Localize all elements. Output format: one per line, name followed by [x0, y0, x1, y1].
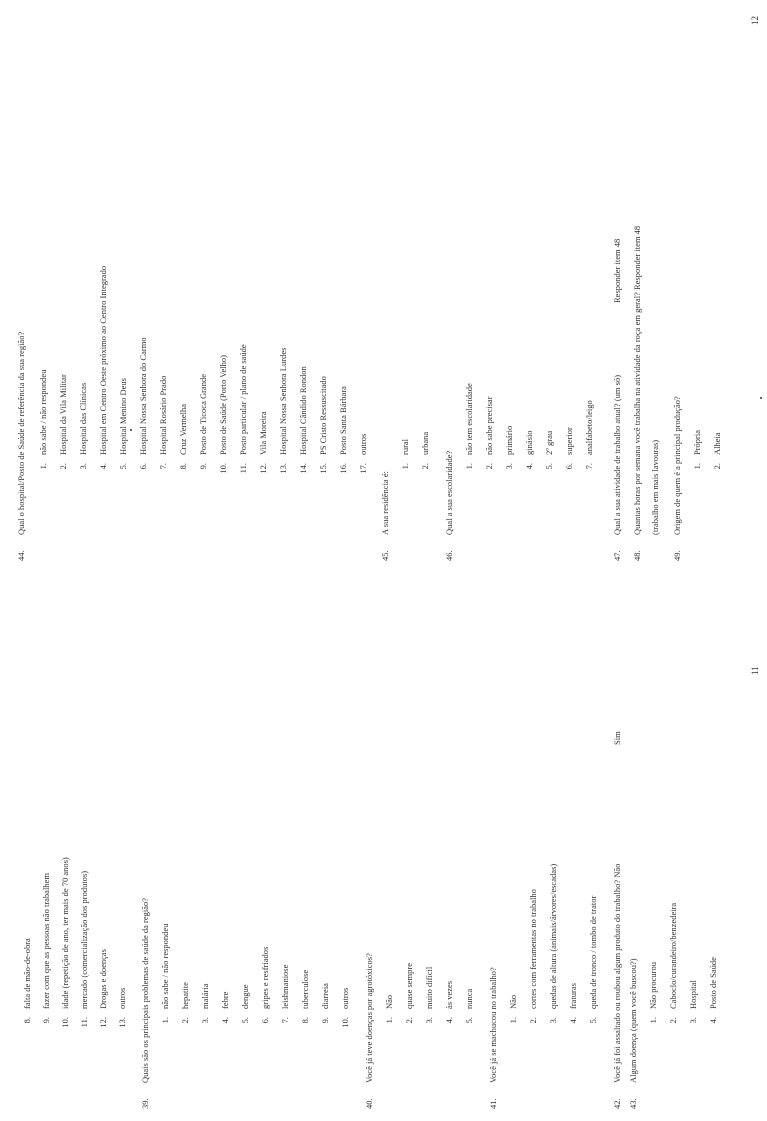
q44-option: 7.Hospital Rosário Prado	[158, 375, 168, 470]
q39-option: 10.outros	[340, 987, 350, 1028]
q46-option: 2.não sabe precisar	[484, 396, 494, 470]
q43-option: 2.Caboclo/curandeiro/benzedeira	[668, 902, 678, 1024]
option-9: 9.fazer com que as pessoas não trabalhem	[41, 873, 51, 1024]
q42-side-answer: Sim	[612, 731, 622, 745]
option-8: 8.falta de mão-de-obra	[22, 938, 32, 1024]
q40-option: 1.Não	[384, 994, 394, 1024]
q44-option: 12.Vila Moreira	[258, 411, 268, 474]
question-49: 49.Origem de quem é a principal produção?	[672, 396, 682, 561]
q41-option: 4.fraturas	[568, 983, 578, 1024]
option-12: 12.Drogas e doenças	[98, 949, 108, 1028]
scan-speck	[130, 429, 132, 431]
q49-option: 1.Própria	[692, 429, 702, 470]
question-44: 44.Qual o hospital/Posto de Saúde de referência da sua região?	[16, 331, 26, 561]
option-11: 11.mercado (comercialização dos produtos)	[79, 870, 89, 1028]
q39-option: 1.não sabe / não respondeu	[160, 923, 170, 1024]
q44-option: 13.Hospital Nossa Senhora Lurdes	[278, 347, 288, 474]
q49-option: 2.Alheia	[712, 432, 722, 470]
q46-option: 1.não tem escolaridade	[464, 383, 474, 470]
q39-option: 8.tuberculose	[300, 969, 310, 1024]
q41-option: 2.cortes com ferramentas no trabalho	[528, 889, 538, 1024]
q40-option: 4.às vezes	[444, 980, 454, 1024]
option-10: 10.idade (repetição de ano, ter mais de 70 anos)	[60, 857, 70, 1028]
q44-option: 16.Posto Santa Bárbara	[338, 386, 348, 474]
q44-option: 8.Cruz Vermelha	[178, 403, 188, 470]
page-number-center: 11	[750, 666, 760, 675]
page-number-right: 12	[750, 16, 760, 25]
q46-option: 5.2º grau	[544, 430, 554, 470]
q39-option: 7.leishmaniose	[280, 964, 290, 1024]
q39-option: 9.diarreia	[320, 983, 330, 1024]
question-43: 43.Algum doença (quem você buscou?)	[628, 958, 638, 1109]
q44-option: 6.Hospital Nossa Senhora do Carmo	[138, 337, 148, 470]
q44-option: 10.Posto de Saúde (Porto Velho)	[218, 355, 228, 474]
q41-option: 1.Não	[508, 994, 518, 1024]
q43-option: 1.Não procurou	[648, 962, 658, 1024]
question-45: 45.A sua residência é:	[380, 471, 390, 561]
q46-option: 4.ginásio	[524, 430, 534, 470]
q40-option: 5.nunca	[464, 988, 474, 1024]
q47-side-note: Responder item 48	[612, 238, 622, 303]
question-46: 46.Qual a sua escolaridade?	[444, 450, 454, 561]
q39-option: 6.gripes e resfriados	[260, 946, 270, 1024]
q46-option: 7.analfabeto/leigo	[584, 400, 594, 470]
q43-option: 3.Hospital	[688, 980, 698, 1024]
q39-option: 3.malária	[200, 983, 210, 1024]
q46-option: 6.superior	[564, 427, 574, 470]
scan-speck	[760, 397, 762, 399]
q41-option: 5.queda de tronco / tombo de trator	[588, 895, 598, 1024]
q40-option: 2.quase sempre	[404, 962, 414, 1024]
q40-option: 3.muito difícil	[424, 966, 434, 1024]
q44-option: 2.Hospital da Vila Militar	[58, 374, 68, 470]
q39-option: 4.febre	[220, 991, 230, 1024]
q44-option: 17.outros	[358, 433, 368, 474]
question-41: 41.Você já se machucou no trabalho?	[488, 967, 498, 1109]
q46-option: 3.primário	[504, 425, 514, 470]
q44-option: 9.Posto de Ticoca Grande	[198, 374, 208, 470]
question-39: 39.Quais são os principais problemas de saúde da região?	[140, 897, 150, 1109]
question-48: 48.Quantas horas por semana você trabalha na atividade da roça em geral? Responder item 48	[632, 225, 642, 561]
q39-option: 5.dengue	[240, 984, 250, 1024]
q45-option: 2.urbana	[420, 431, 430, 470]
q39-option: 2.hepatite	[180, 982, 190, 1024]
q44-option: 11.Posto particular / plano de saúde	[238, 344, 248, 474]
q44-option: 15.PS Cristo Ressuscitado	[318, 376, 328, 474]
question-42: 42.Você já foi assaltado ou roubou algum produto do trabalho? Não	[612, 863, 622, 1109]
q44-option: 4.Hospital em Centro Oeste próximo ao Centro Integrado	[98, 265, 108, 470]
q44-option: 1.não sabe / não respondeu	[38, 369, 48, 470]
q44-option: 14.Hospital Cândido Rondon	[298, 366, 308, 474]
question-48-continuation: (trabalho em mais lavouras)	[650, 439, 660, 535]
q44-option: 3.Hospital das Clínicas	[78, 382, 88, 470]
question-47: 47.Qual a sua atividade de trabalho atual? (um só)	[612, 374, 622, 561]
question-40: 40.Você já teve doenças por agrotóxicos?	[364, 953, 374, 1109]
q44-option: 5.Hospital Menino Deus	[118, 378, 128, 470]
option-13: 13.outros	[117, 987, 127, 1028]
q41-option: 3.quedas de altura (animais/árvores/escadas)	[548, 863, 558, 1024]
q45-option: 1.rural	[400, 438, 410, 470]
q43-option: 4.Posto de Saúde	[708, 957, 718, 1024]
